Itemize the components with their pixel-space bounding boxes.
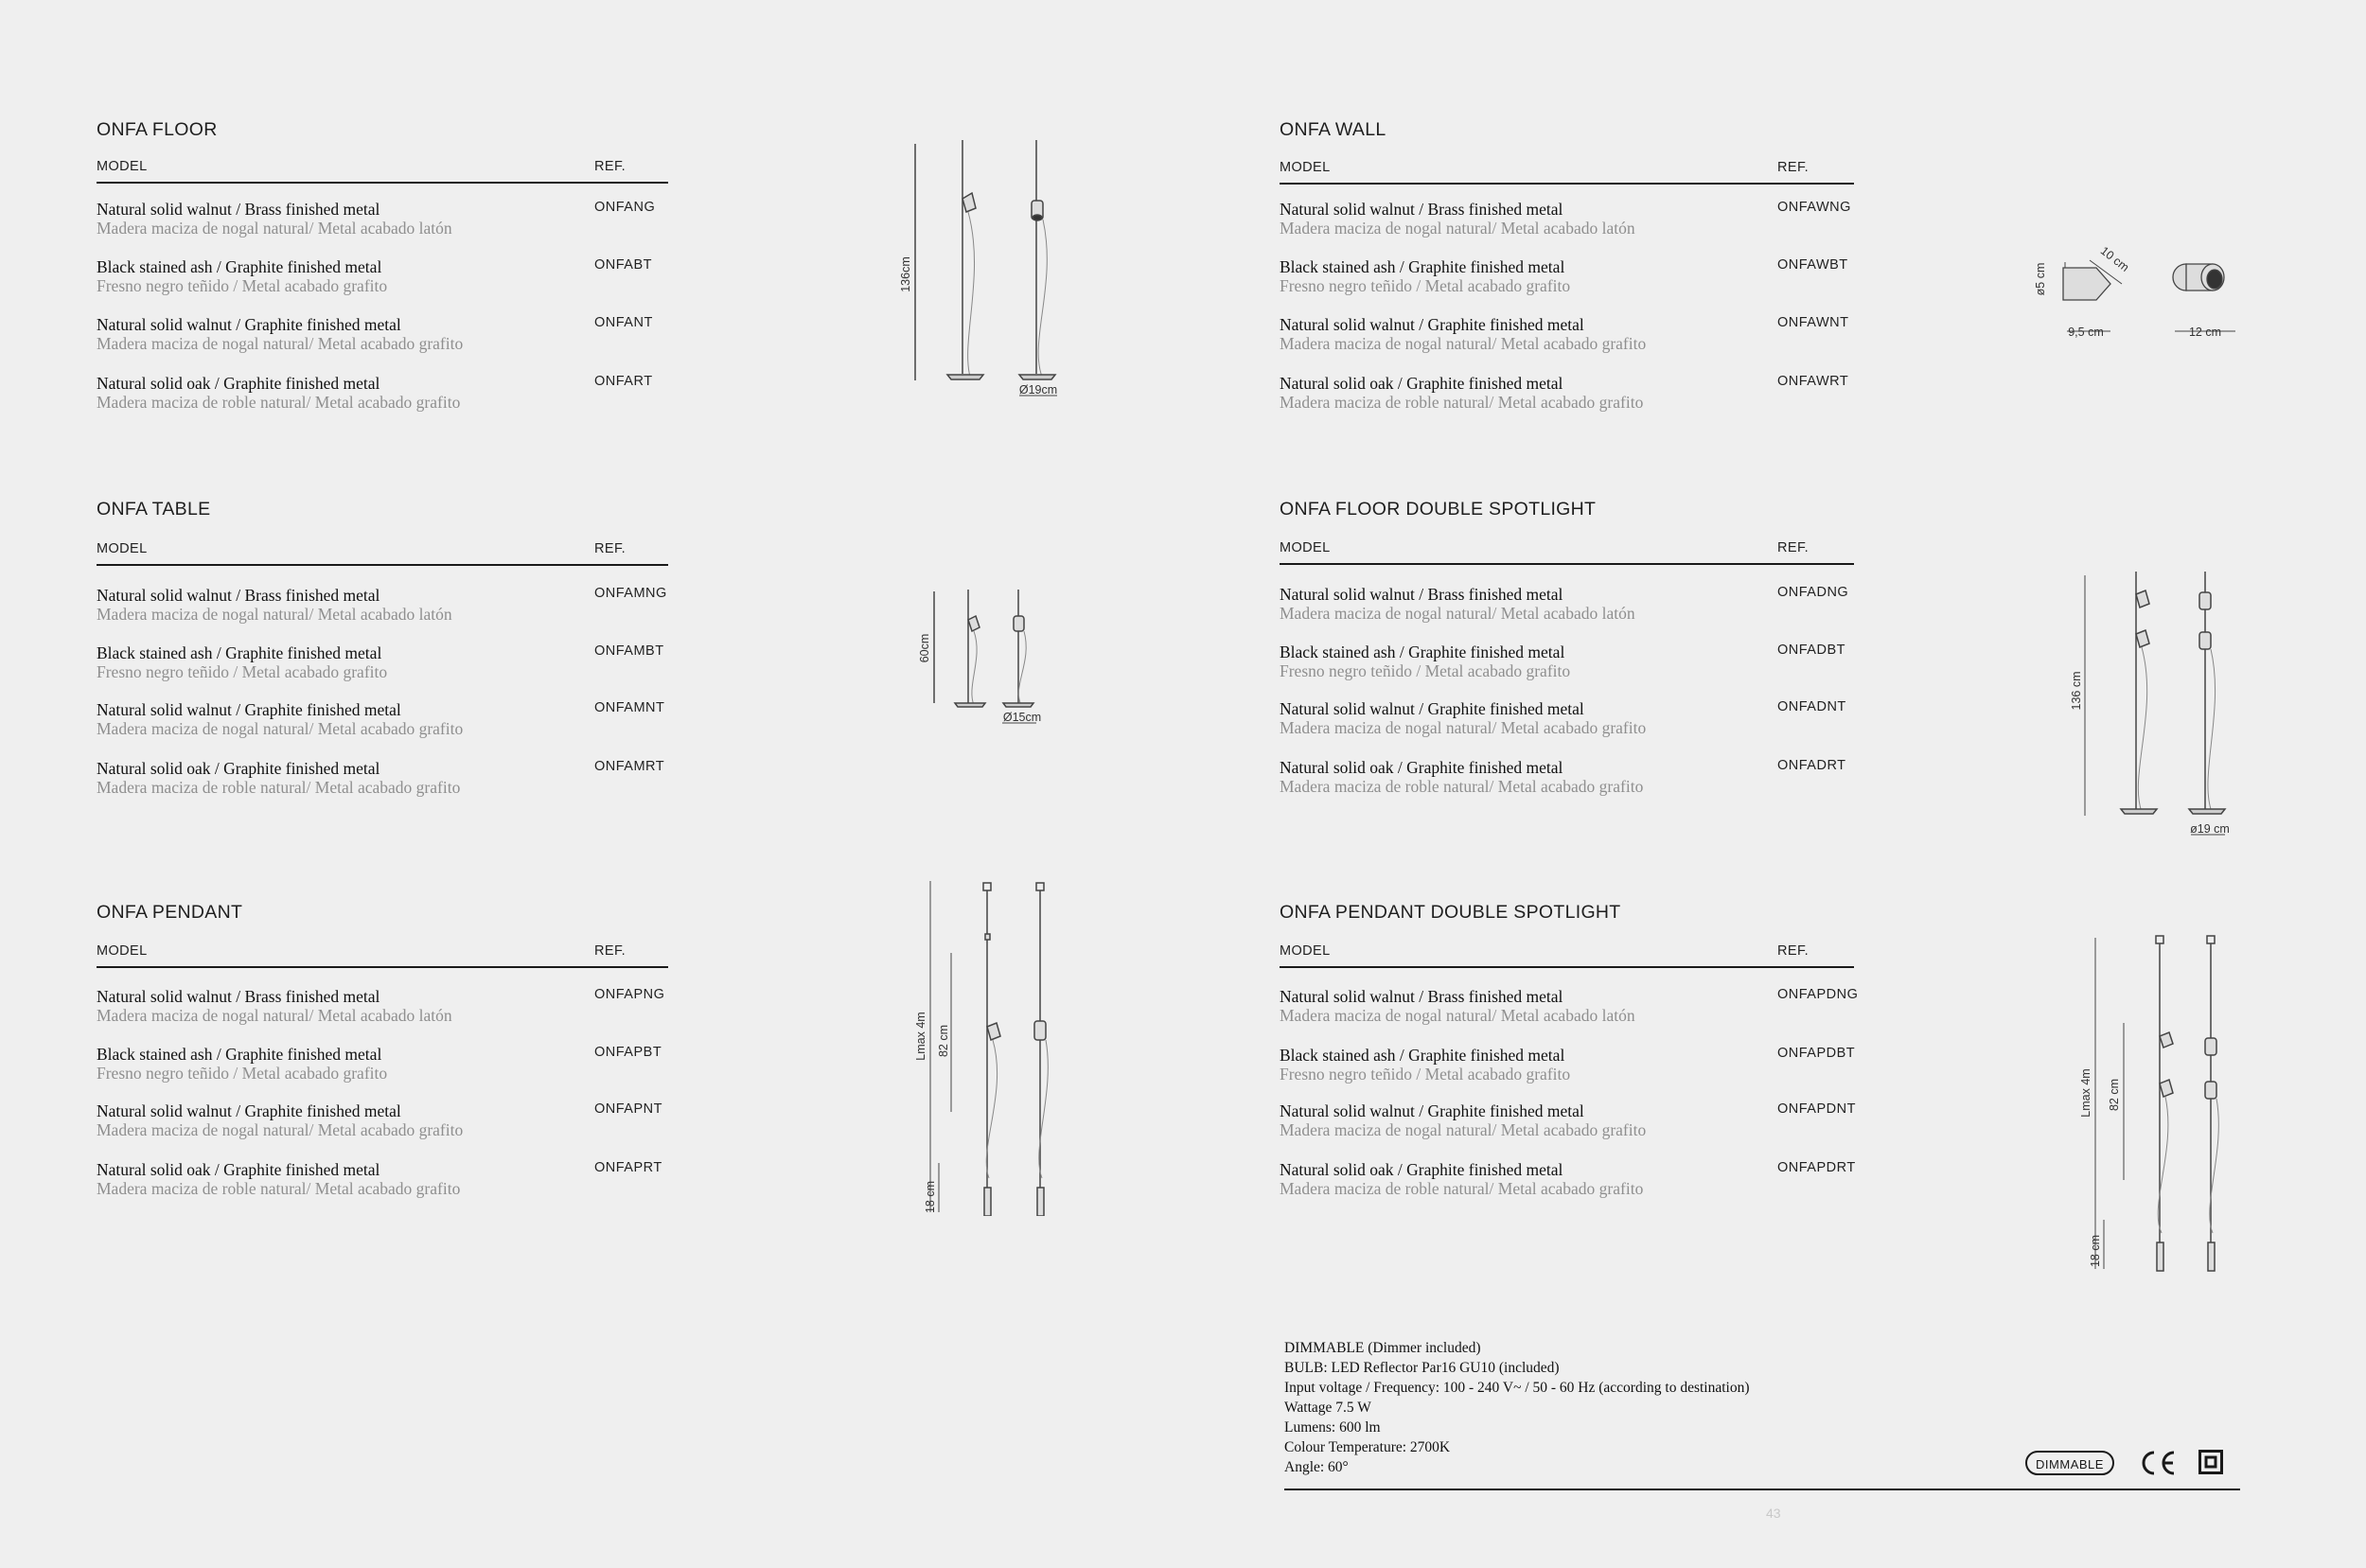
ref-code: ONFAWNG <box>1777 200 1851 215</box>
dim-label: Ø19cm <box>1018 383 1058 396</box>
model-name: Natural solid walnut / Brass finished metal <box>1280 585 1563 604</box>
ref-code: ONFABT <box>594 257 653 273</box>
section-onfa-pendant <box>97 902 669 1205</box>
ref-code: ONFANT <box>594 315 653 330</box>
dim-label: 12 cm <box>2188 326 2222 339</box>
ref-code: ONFAPRT <box>594 1160 662 1175</box>
model-name: Natural solid walnut / Brass finished metal <box>1280 200 1563 219</box>
model-name-es: Madera maciza de nogal natural/ Metal acabado grafito <box>1280 1120 1647 1139</box>
spec-line: DIMMABLE (Dimmer included) <box>1284 1340 1481 1356</box>
ref-code: ONFADRT <box>1777 758 1846 773</box>
model-name-es: Madera maciza de roble natural/ Metal acabado grafito <box>97 778 461 797</box>
ref-code: ONFANG <box>594 200 656 215</box>
dim-label: 136 cm <box>2070 671 2083 711</box>
model-name-es: Madera maciza de nogal natural/ Metal acabado latón <box>1280 1006 1635 1025</box>
model-name: Natural solid oak / Graphite finished metal <box>1280 758 1563 777</box>
dim-label: ø19 cm <box>2190 822 2230 836</box>
model-name-es: Madera maciza de nogal natural/ Metal acabado grafito <box>97 1120 464 1139</box>
floor-lamp-drawing <box>894 132 1065 407</box>
model-name: Natural solid walnut / Brass finished metal <box>1280 987 1563 1006</box>
section-onfa-table <box>97 499 669 802</box>
model-name-es: Madera maciza de nogal natural/ Metal acabado grafito <box>97 334 464 353</box>
model-name: Natural solid oak / Graphite finished metal <box>97 759 380 778</box>
section-title: ONFA WALL <box>1280 119 1386 140</box>
ref-code: ONFADNG <box>1777 585 1849 600</box>
section-onfa-floor <box>97 119 669 422</box>
dim-label: Lmax 4m <box>2079 1068 2092 1118</box>
model-name-es: Madera maciza de nogal natural/ Metal acabado latón <box>1280 219 1635 238</box>
dim-label: 60cm <box>918 633 931 663</box>
dim-label: 10 cm <box>2097 243 2132 274</box>
floor-double-spotlight-drawing <box>2068 568 2243 842</box>
model-name-es: Fresno negro teñido / Metal acabado grafito <box>97 1064 388 1083</box>
dim-label: 18 cm <box>924 1180 937 1214</box>
ref-code: ONFAMBT <box>594 643 664 659</box>
section-title: ONFA TABLE <box>97 499 211 520</box>
model-name-es: Madera maciza de nogal natural/ Metal acabado latón <box>97 219 452 238</box>
pendant-lamp-drawing <box>913 875 1055 1216</box>
ref-code: ONFADBT <box>1777 643 1845 658</box>
model-name-es: Madera maciza de nogal natural/ Metal acabado grafito <box>1280 334 1647 353</box>
spec-line: Angle: 60° <box>1284 1459 1349 1475</box>
model-header: MODEL <box>1280 540 1331 555</box>
model-name: Black stained ash / Graphite finished metal <box>97 1045 382 1064</box>
page-number: 43 <box>1766 1506 1781 1521</box>
ref-code: ONFAPDBT <box>1777 1046 1856 1061</box>
model-name-es: Madera maciza de roble natural/ Metal acabado grafito <box>1280 777 1644 796</box>
model-name: Black stained ash / Graphite finished metal <box>97 643 382 662</box>
dim-label: 82 cm <box>937 1024 950 1058</box>
dim-label: 82 cm <box>2108 1078 2121 1112</box>
table-header <box>97 942 668 968</box>
model-name: Black stained ash / Graphite finished metal <box>1280 1046 1565 1065</box>
table-lamp-drawing <box>913 582 1055 729</box>
ref-code: ONFAPNT <box>594 1101 662 1117</box>
ref-code: ONFAPDNG <box>1777 987 1859 1002</box>
ref-header: REF. <box>1777 943 1810 959</box>
model-name-es: Madera maciza de roble natural/ Metal acabado grafito <box>97 393 461 412</box>
model-name: Black stained ash / Graphite finished metal <box>97 257 382 276</box>
section-title: ONFA PENDANT DOUBLE SPOTLIGHT <box>1280 902 1621 923</box>
model-name-es: Madera maciza de roble natural/ Metal acabado grafito <box>1280 393 1644 412</box>
footer-rule <box>1284 1489 2240 1490</box>
ref-code: ONFAMNG <box>594 586 667 601</box>
model-name: Natural solid oak / Graphite finished metal <box>1280 1160 1563 1179</box>
dim-label: ø5 cm <box>2034 262 2047 296</box>
ref-header: REF. <box>594 943 627 959</box>
ref-code: ONFAPBT <box>594 1045 662 1060</box>
model-name: Natural solid walnut / Graphite finished metal <box>1280 699 1584 718</box>
ref-code: ONFAMRT <box>594 759 665 774</box>
model-name: Natural solid walnut / Brass finished metal <box>97 586 380 605</box>
model-name-es: Fresno negro teñido / Metal acabado grafito <box>1280 1065 1571 1084</box>
spec-line: BULB: LED Reflector Par16 GU10 (included) <box>1284 1360 1560 1376</box>
wall-lamp-drawing <box>2025 241 2248 345</box>
model-name: Natural solid walnut / Brass finished metal <box>97 987 380 1006</box>
ref-header: REF. <box>594 541 627 556</box>
ce-mark-icon <box>2138 1449 2178 1477</box>
ref-header: REF. <box>1777 160 1810 175</box>
pendant-double-spotlight-drawing <box>2078 932 2230 1273</box>
model-header: MODEL <box>1280 160 1331 175</box>
model-name: Natural solid walnut / Graphite finished metal <box>1280 315 1584 334</box>
model-name-es: Madera maciza de nogal natural/ Metal acabado latón <box>97 605 452 624</box>
model-name-es: Madera maciza de roble natural/ Metal acabado grafito <box>97 1179 461 1198</box>
spec-line: Lumens: 600 lm <box>1284 1419 1381 1436</box>
specs-block <box>1284 1338 1750 1477</box>
dim-label: Ø15cm <box>1002 711 1042 724</box>
section-onfa-floor-double-spotlight <box>1280 499 1857 802</box>
table-header <box>97 539 668 566</box>
model-name-es: Madera maciza de roble natural/ Metal acabado grafito <box>1280 1179 1644 1198</box>
model-name: Natural solid walnut / Brass finished metal <box>97 200 380 219</box>
model-name-es: Fresno negro teñido / Metal acabado grafito <box>97 662 388 681</box>
model-name: Black stained ash / Graphite finished metal <box>1280 257 1565 276</box>
table-header <box>1280 538 1854 565</box>
ref-header: REF. <box>594 159 627 174</box>
model-name: Natural solid walnut / Graphite finished metal <box>97 700 401 719</box>
dim-label: 18 cm <box>2089 1234 2102 1268</box>
model-header: MODEL <box>97 943 148 959</box>
table-header <box>1280 942 1854 968</box>
dim-label: 136cm <box>899 256 912 292</box>
model-name: Natural solid oak / Graphite finished metal <box>1280 374 1563 393</box>
section-title: ONFA FLOOR DOUBLE SPOTLIGHT <box>1280 499 1597 520</box>
model-name: Natural solid walnut / Graphite finished metal <box>1280 1101 1584 1120</box>
ref-code: ONFADNT <box>1777 699 1846 714</box>
section-onfa-pendant-double-spotlight <box>1280 902 1857 1205</box>
spec-line: Input voltage / Frequency: 100 - 240 V~ / 50 - 60 Hz (according to destination) <box>1284 1380 1750 1396</box>
section-onfa-wall <box>1280 119 1857 422</box>
spec-line: Wattage 7.5 W <box>1284 1400 1371 1416</box>
model-name: Black stained ash / Graphite finished metal <box>1280 643 1565 661</box>
ref-code: ONFAWNT <box>1777 315 1849 330</box>
model-name: Natural solid oak / Graphite finished metal <box>97 1160 380 1179</box>
dimmable-badge-icon: DIMMABLE <box>2025 1451 2114 1475</box>
ref-code: ONFAWBT <box>1777 257 1848 273</box>
ref-code: ONFAMNT <box>594 700 665 715</box>
model-name: Natural solid walnut / Graphite finished metal <box>97 315 401 334</box>
model-name-es: Madera maciza de nogal natural/ Metal acabado grafito <box>97 719 464 738</box>
ref-code: ONFAWRT <box>1777 374 1849 389</box>
model-name-es: Fresno negro teñido / Metal acabado grafito <box>97 276 388 295</box>
ref-header: REF. <box>1777 540 1810 555</box>
ref-code: ONFAPDRT <box>1777 1160 1856 1175</box>
model-name: Natural solid walnut / Graphite finished metal <box>97 1101 401 1120</box>
model-name: Natural solid oak / Graphite finished metal <box>97 374 380 393</box>
model-name-es: Madera maciza de nogal natural/ Metal acabado latón <box>1280 604 1635 623</box>
model-name-es: Fresno negro teñido / Metal acabado grafito <box>1280 276 1571 295</box>
section-title: ONFA FLOOR <box>97 119 218 140</box>
dim-label: Lmax 4m <box>914 1012 927 1061</box>
model-header: MODEL <box>1280 943 1331 959</box>
table-header <box>1280 158 1854 185</box>
double-insulation-icon <box>2198 1450 2223 1474</box>
model-name-es: Fresno negro teñido / Metal acabado grafito <box>1280 661 1571 680</box>
section-title: ONFA PENDANT <box>97 902 243 923</box>
spec-line: Colour Temperature: 2700K <box>1284 1439 1451 1455</box>
model-header: MODEL <box>97 541 148 556</box>
model-name-es: Madera maciza de nogal natural/ Metal acabado latón <box>97 1006 452 1025</box>
ref-code: ONFAPDNT <box>1777 1101 1856 1117</box>
model-name-es: Madera maciza de nogal natural/ Metal acabado grafito <box>1280 718 1647 737</box>
ref-code: ONFART <box>594 374 653 389</box>
model-header: MODEL <box>97 159 148 174</box>
dim-label: 9,5 cm <box>2068 326 2104 339</box>
ref-code: ONFAPNG <box>594 987 665 1002</box>
table-header <box>97 157 668 184</box>
